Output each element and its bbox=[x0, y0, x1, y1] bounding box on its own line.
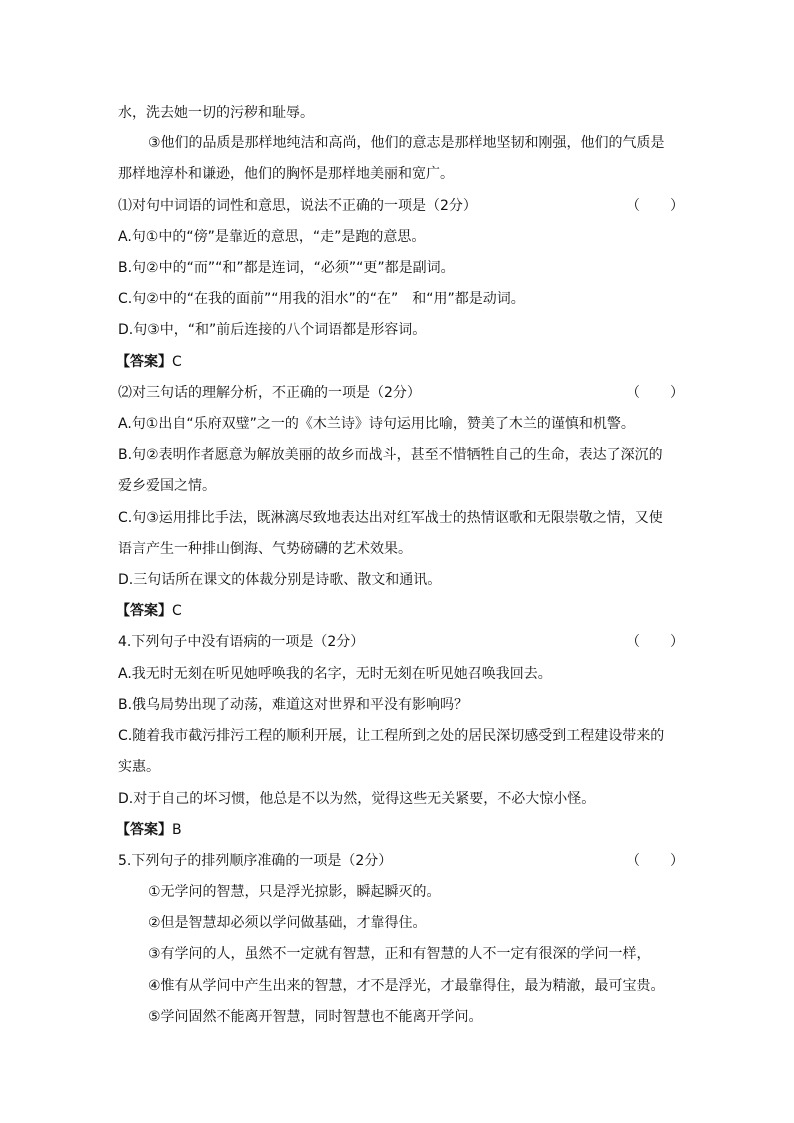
option-a: A.句①中的“傍”是靠近的意思，“走”是跑的意思。 bbox=[118, 229, 426, 245]
sentence-3: ③有学问的人，虽然不一定就有智慧，正和有智慧的人不一定有很深的学问一样， bbox=[148, 946, 651, 962]
option-b: B.俄乌局势出现了动荡，难道这对世界和平没有影响吗？ bbox=[118, 697, 469, 713]
text-line: 那样地淳朴和谦逊，他们的胸怀是那样地美丽和宽广。 bbox=[118, 166, 454, 182]
answer-line bbox=[116, 820, 684, 840]
option-d: D.句③中，“和”前后连接的八个词语都是形容词。 bbox=[118, 322, 427, 338]
question-text: 5.下列句子的排列顺序准确的一项是（2分） bbox=[118, 853, 393, 869]
option-b: B.句②中的“而”“和”都是连词，“必须”“更”都是副词。 bbox=[118, 260, 455, 276]
option-c-cont: 实惠。 bbox=[118, 759, 160, 775]
question-text: 4.下列句子中没有语病的一项是（2分） bbox=[118, 634, 365, 650]
text-line: 水，洗去她一切的污秽和耻辱。 bbox=[118, 105, 314, 121]
question-1 bbox=[118, 196, 684, 216]
answer-blank: （ ） bbox=[626, 198, 684, 214]
question-text: ⑵对三句话的理解分析，不正确的一项是（2分） bbox=[118, 385, 421, 401]
option-b: B.句②表明作者愿意为解放美丽的故乡而战斗，甚至不惜牺牲自己的生命，表达了深沉的 bbox=[118, 447, 663, 463]
question-text: ⑴对句中词语的词性和意思，说法不正确的一项是（2分） bbox=[118, 198, 477, 214]
option-d: D.三句话所在课文的体裁分别是诗歌、散文和通讯。 bbox=[118, 572, 442, 588]
answer-value: B bbox=[172, 822, 182, 838]
answer-value: C bbox=[172, 354, 182, 370]
option-a: A.我无时无刻在听见她呼唤我的名字，无时无刻在听见她召唤我回去。 bbox=[118, 666, 552, 682]
answer-line bbox=[116, 352, 684, 372]
answer-label: 【答案】 bbox=[116, 603, 172, 619]
option-d: D.对于自己的坏习惯，他总是不以为然，觉得这些无关紧要，不必大惊小怪。 bbox=[118, 791, 596, 807]
answer-value: C bbox=[172, 603, 182, 619]
answer-blank: （ ） bbox=[626, 853, 684, 869]
answer-blank: （ ） bbox=[626, 385, 684, 401]
sentence-2: ②但是智慧却必须以学问做基础，才靠得住。 bbox=[148, 915, 427, 931]
sentence-4: ④惟有从学问中产生出来的智慧，才不是浮光，才最靠得住，最为精澈，最可宝贵。 bbox=[148, 978, 665, 994]
option-b-cont: 爱乡爱国之情。 bbox=[118, 478, 216, 494]
sentence-1: ①无学问的智慧，只是浮光掠影，瞬起瞬灭的。 bbox=[148, 884, 441, 900]
option-c-cont: 语言产生一种排山倒海、气势磅礴的艺术效果。 bbox=[118, 541, 412, 557]
answer-blank: （ ） bbox=[626, 634, 684, 650]
answer-label: 【答案】 bbox=[116, 822, 172, 838]
option-c: C.随着我市截污排污工程的顺利开展，让工程所到之处的居民深切感受到工程建设带来的 bbox=[118, 728, 665, 744]
sentence-5: ⑤学问固然不能离开智慧，同时智慧也不能离开学问。 bbox=[148, 1009, 483, 1025]
question-2 bbox=[118, 383, 684, 403]
question-4 bbox=[118, 632, 684, 652]
option-c: C.句②中的“在我的面前”“用我的泪水”的“在” 和“用”都是动词。 bbox=[118, 291, 525, 307]
text-line: ③他们的品质是那样地纯洁和高尚，他们的意志是那样地坚韧和刚强，他们的气质是 bbox=[148, 135, 665, 151]
option-c: C.句③运用排比手法，既淋漓尽致地表达出对红军战士的热情讴歌和无限崇敬之情，又使 bbox=[118, 510, 663, 526]
question-5 bbox=[118, 851, 684, 871]
answer-line bbox=[116, 601, 684, 621]
option-a: A.句①出自“乐府双璧”之一的《木兰诗》诗句运用比喻，赞美了木兰的谨慎和机警。 bbox=[118, 416, 635, 432]
answer-label: 【答案】 bbox=[116, 354, 172, 370]
